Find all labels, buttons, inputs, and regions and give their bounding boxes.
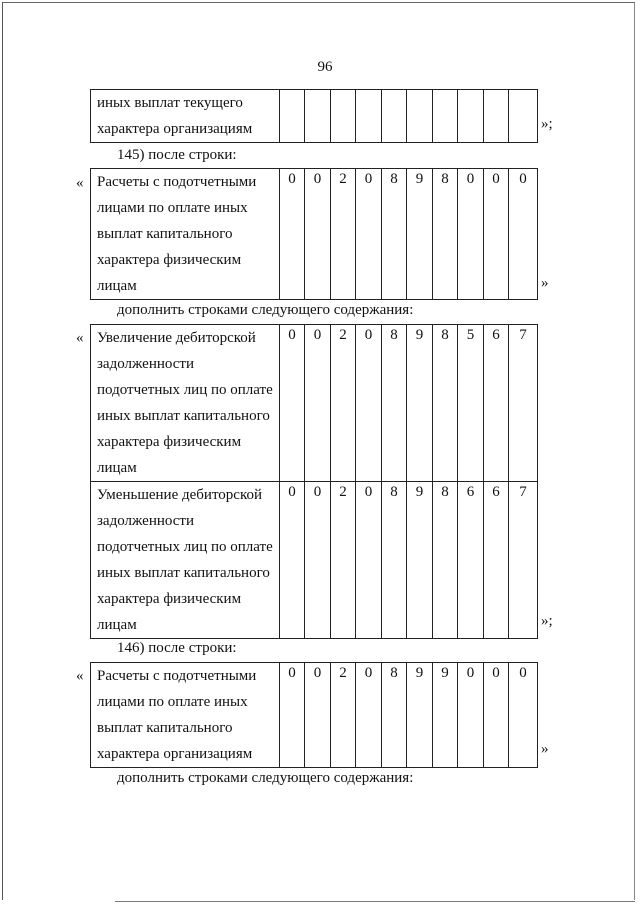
account-table-145-new bbox=[90, 324, 538, 639]
table-row bbox=[91, 482, 538, 639]
account-name-line: Расчеты с подотчетными bbox=[97, 668, 257, 684]
code-digit: 0 bbox=[305, 663, 331, 768]
opening-quote: « bbox=[76, 668, 84, 684]
account-name-line: Уменьшение дебиторской bbox=[97, 487, 263, 503]
account-name-line: подотчетных лиц по оплате bbox=[97, 382, 273, 398]
append-instruction: дополнить строками следующего содержания: bbox=[117, 770, 414, 786]
account-name bbox=[91, 482, 280, 639]
code-digit: 8 bbox=[433, 325, 458, 482]
code-digit: 0 bbox=[280, 325, 305, 482]
code-digit: 8 bbox=[433, 482, 458, 639]
code-digit: 8 bbox=[382, 663, 407, 768]
code-digit: 6 bbox=[458, 482, 484, 639]
code-digit bbox=[407, 90, 433, 143]
account-name-line: Расчеты с подотчетными bbox=[97, 174, 257, 190]
code-digit: 9 bbox=[407, 663, 433, 768]
code-digit bbox=[484, 90, 509, 143]
closing-quote: »; bbox=[541, 116, 553, 132]
code-digit: 9 bbox=[407, 169, 433, 300]
page-number: 96 bbox=[317, 59, 333, 75]
account-name-line: лицами по оплате иных bbox=[97, 200, 248, 216]
account-name-line: иных выплат капитального bbox=[97, 565, 270, 581]
account-name bbox=[91, 325, 280, 482]
code-digit: 6 bbox=[484, 482, 509, 639]
account-name-line: характера физическим bbox=[97, 434, 242, 450]
code-digit: 0 bbox=[458, 169, 484, 300]
code-digit: 2 bbox=[331, 325, 356, 482]
append-instruction: дополнить строками следующего содержания: bbox=[117, 302, 414, 318]
code-digit: 8 bbox=[433, 169, 458, 300]
item-146-heading: 146) после строки: bbox=[117, 640, 237, 656]
code-digit bbox=[433, 90, 458, 143]
closing-quote: » bbox=[541, 741, 549, 757]
code-digit: 0 bbox=[458, 663, 484, 768]
code-digit bbox=[382, 90, 407, 143]
account-name-line: задолженности bbox=[97, 513, 194, 529]
code-digit: 2 bbox=[331, 482, 356, 639]
code-digit: 8 bbox=[382, 325, 407, 482]
code-digit bbox=[305, 90, 331, 143]
account-name-line: характера физическим bbox=[97, 591, 242, 607]
account-name-line: Увеличение дебиторской bbox=[97, 330, 256, 346]
account-name-line: выплат капитального bbox=[97, 720, 233, 736]
closing-quote: » bbox=[541, 275, 549, 291]
code-digit: 0 bbox=[509, 663, 538, 768]
account-name-line: подотчетных лиц по оплате bbox=[97, 539, 273, 555]
code-digit: 0 bbox=[280, 169, 305, 300]
code-digit: 0 bbox=[305, 325, 331, 482]
code-digit: 0 bbox=[509, 169, 538, 300]
account-name-line: характера организациям bbox=[97, 746, 253, 762]
account-name-line: иных выплат капитального bbox=[97, 408, 270, 424]
code-digit: 0 bbox=[484, 663, 509, 768]
account-name-line: характера организациям bbox=[97, 121, 253, 137]
account-name-line: иных выплат текущего bbox=[97, 95, 243, 111]
code-digit: 5 bbox=[458, 325, 484, 482]
table-row bbox=[91, 325, 538, 482]
table-row bbox=[91, 90, 538, 143]
code-digit bbox=[509, 90, 538, 143]
code-digit: 0 bbox=[484, 169, 509, 300]
account-name bbox=[91, 169, 280, 300]
table-row bbox=[91, 169, 538, 300]
code-digit: 8 bbox=[382, 169, 407, 300]
code-digit: 0 bbox=[356, 482, 382, 639]
account-name-line: лицам bbox=[97, 460, 137, 476]
code-digit: 6 bbox=[484, 325, 509, 482]
closing-quote: »; bbox=[541, 613, 553, 629]
account-name-line: лицам bbox=[97, 617, 137, 633]
page-border-bottom bbox=[115, 901, 635, 902]
code-digit: 0 bbox=[356, 169, 382, 300]
code-digit: 0 bbox=[305, 169, 331, 300]
account-name-line: характера физическим bbox=[97, 252, 242, 268]
code-digit: 9 bbox=[433, 663, 458, 768]
code-digit: 0 bbox=[356, 325, 382, 482]
code-digit bbox=[458, 90, 484, 143]
code-digit: 7 bbox=[509, 325, 538, 482]
code-digit bbox=[280, 90, 305, 143]
code-digit: 0 bbox=[280, 482, 305, 639]
code-digit bbox=[356, 90, 382, 143]
account-name-line: выплат капитального bbox=[97, 226, 233, 242]
code-digit: 0 bbox=[356, 663, 382, 768]
account-name-line: лицам bbox=[97, 278, 137, 294]
code-digit: 9 bbox=[407, 325, 433, 482]
account-name-line: лицами по оплате иных bbox=[97, 694, 248, 710]
opening-quote: « bbox=[76, 175, 84, 191]
code-digit: 8 bbox=[382, 482, 407, 639]
account-table-146 bbox=[90, 662, 538, 768]
account-table-145 bbox=[90, 168, 538, 300]
code-digit: 0 bbox=[280, 663, 305, 768]
item-145-heading: 145) после строки: bbox=[117, 147, 237, 163]
code-digit: 9 bbox=[407, 482, 433, 639]
code-digit: 7 bbox=[509, 482, 538, 639]
account-table-continued bbox=[90, 89, 538, 143]
code-digit: 2 bbox=[331, 169, 356, 300]
table-row bbox=[91, 663, 538, 768]
opening-quote: « bbox=[76, 330, 84, 346]
account-name bbox=[91, 663, 280, 768]
account-name-line: задолженности bbox=[97, 356, 194, 372]
code-digit bbox=[331, 90, 356, 143]
account-name bbox=[91, 90, 280, 143]
code-digit: 0 bbox=[305, 482, 331, 639]
code-digit: 2 bbox=[331, 663, 356, 768]
